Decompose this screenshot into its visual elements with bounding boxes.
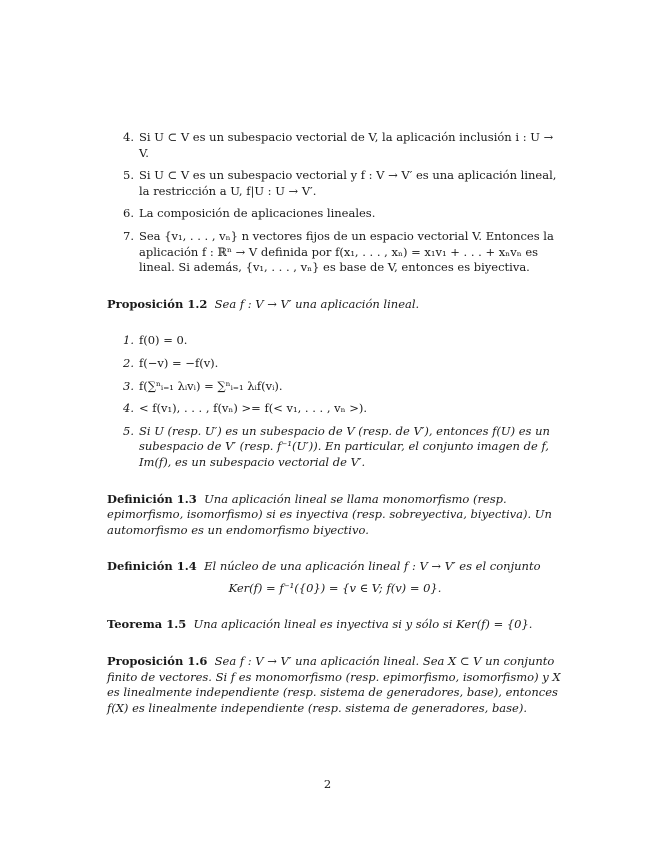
list-text: f(∑ⁿᵢ₌₁ λᵢvᵢ) = ∑ⁿᵢ₌₁ λᵢf(vᵢ). <box>139 378 283 393</box>
list-item <box>107 206 563 222</box>
list-text: < f(v₁), . . . , f(vₙ) >= f(< v₁, . . . , vₙ >). <box>139 401 368 416</box>
display-equation: Ker(f) = f⁻¹({0}) = {v ∈ V; f(v) = 0}. <box>228 580 442 595</box>
list-number: 4. <box>123 401 134 416</box>
block-text: Sea f : V → V′ una aplicación lineal. Sea X ⊂ V un conjunto finito de vectores. Si f es monomorfismo (resp. epimorfismo, isomorfismo) y X es linealmente independiente (resp. sistema de generadores, base), entonces f(X) es linealmente independiente (resp. sistema de generadores, base). <box>107 654 561 715</box>
block-head: Proposición 1.6 <box>107 654 208 669</box>
list-text: Si U (resp. U′) es un subespacio de V (resp. de V′), entonces f(U) es un subespacio de V′ (resp. f⁻¹(U′)). En particular, el conjunto imagen de f, Im(f), es un subespacio vectorial de V′. <box>139 423 550 469</box>
list-item <box>107 424 563 471</box>
page-body <box>107 130 563 716</box>
block-text: Sea f : V → V′ una aplicación lineal. <box>214 296 420 311</box>
list-number: 7. <box>123 228 134 243</box>
block-head: Proposición 1.2 <box>107 296 208 311</box>
page-number: 2 <box>323 777 332 791</box>
list-item <box>107 379 563 395</box>
list-number: 3. <box>123 378 134 393</box>
block-head: Definición 1.3 <box>107 491 197 506</box>
list-number: 2. <box>123 355 134 370</box>
proposition-1-2 <box>107 297 563 313</box>
proposition-1-6 <box>107 654 563 716</box>
list-text: Si U ⊂ V es un subespacio vectorial y f : V → V′ es una aplicación lineal, la restricción a U, f|U : U → V′. <box>139 168 557 198</box>
list-text: f(−v) = −f(v). <box>139 355 219 370</box>
list-item <box>107 229 563 276</box>
list-item <box>107 401 563 417</box>
list-text: Si U ⊂ V es un subespacio vectorial de V, la aplicación inclusión i : U → V. <box>139 130 554 160</box>
list-text: f(0) = 0. <box>139 333 188 348</box>
definition-1-3 <box>107 492 563 539</box>
list-number: 6. <box>123 206 134 221</box>
list-number: 1. <box>123 333 134 348</box>
block-text: Una aplicación lineal se llama monomorfismo (resp. epimorfismo, isomorfismo) si es inyectiva (resp. sobreyectiva, biyectiva). Un automorfismo es un endomorfismo biyectivo. <box>107 491 552 537</box>
list-text: La composición de aplicaciones lineales. <box>139 206 376 221</box>
list-text: Sea {v₁, . . . , vₙ} n vectores fijos de un espacio vectorial V. Entonces la aplicación f : ℝⁿ → V definida por f(x₁, . . . , xₙ) = x₁v₁ + . . . + xₙvₙ es lineal. Si además, {v₁, . . . , vₙ} es base de V, entonces es biyectiva. <box>139 228 554 275</box>
list-item <box>107 356 563 372</box>
block-head: Definición 1.4 <box>107 559 197 574</box>
list-item <box>107 130 563 161</box>
theorem-1-5 <box>107 617 563 633</box>
block-text: Una aplicación lineal es inyectiva si y sólo si Ker(f) = {0}. <box>193 617 533 632</box>
block-head: Teorema 1.5 <box>107 617 187 632</box>
list-item <box>107 333 563 349</box>
list-number: 5. <box>123 423 134 438</box>
list-number: 5. <box>123 168 134 183</box>
list-item <box>107 168 563 199</box>
block-text: El núcleo de una aplicación lineal f : V → V′ es el conjunto <box>204 559 541 574</box>
definition-1-4 <box>107 559 563 575</box>
list-number: 4. <box>123 130 134 144</box>
